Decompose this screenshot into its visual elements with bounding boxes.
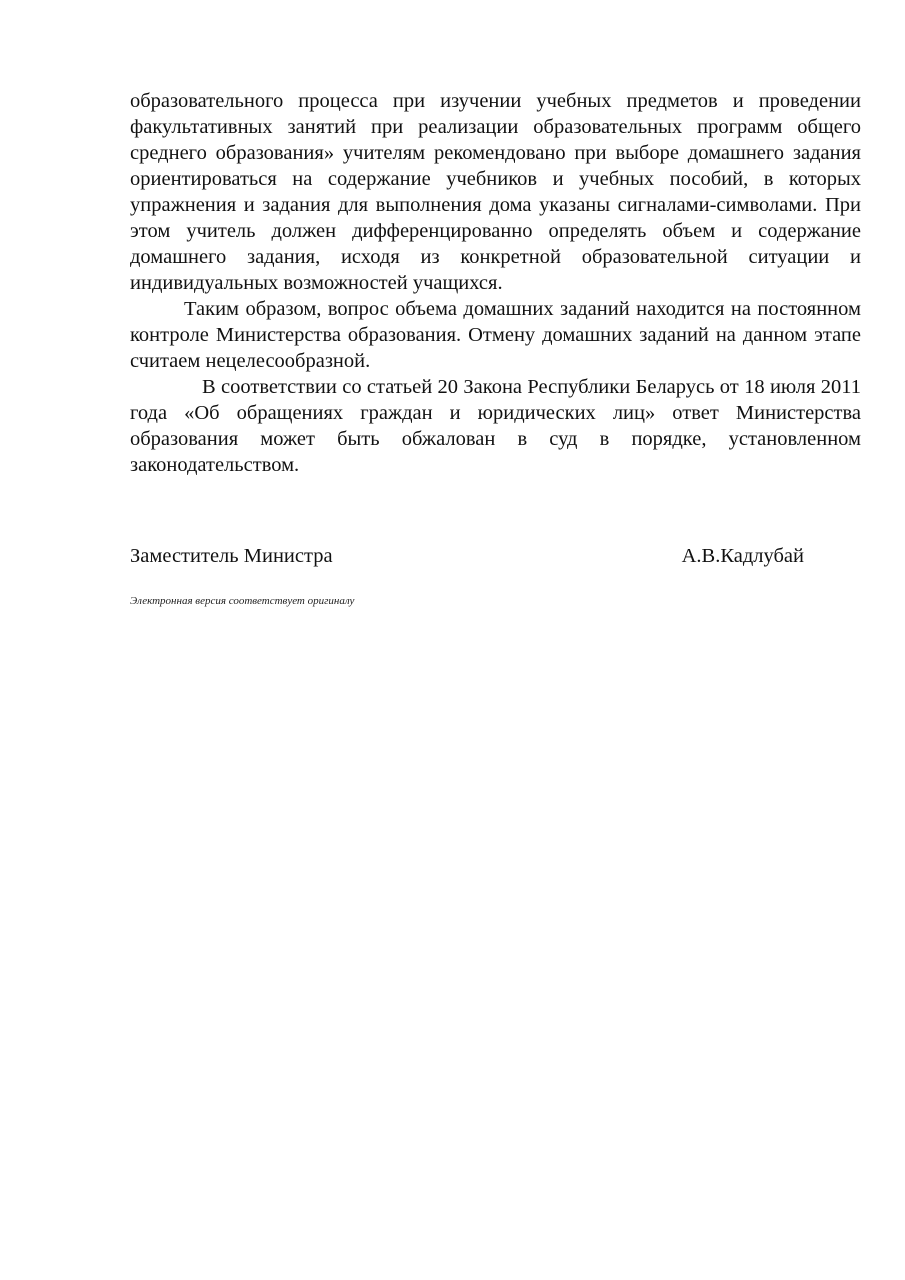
paragraph-appeal-notice: В соответствии со статьей 20 Закона Республики Беларусь от 18 июля 2011 года «Об обращениях граждан и юридических лиц» ответ Министерства образования может быть обжалован в суд в порядке, установленном законодательством.	[130, 376, 861, 476]
signature-block	[130, 542, 804, 570]
document-body	[130, 88, 861, 478]
paragraph-homework-guidelines: образовательного процесса при изучении учебных предметов и проведении факультативных занятий при реализации образовательных программ общего среднего образования» учителям рекомендовано при выборе домашнего задания ориентироваться на содержание учебников и учебных пособий, в которых упражнения и задания для выполнения дома указаны сигналами-символами. При этом учитель должен дифференцированно определять объем и содержание домашнего задания, исходя из конкретной образовательной ситуации и индивидуальных возможностей учащихся.	[130, 90, 861, 294]
electronic-version-note: Электронная версия соответствует оригиналу	[130, 595, 355, 607]
signatory-name: А.В.Кадлубай	[681, 545, 804, 567]
paragraph-conclusion: Таким образом, вопрос объема домашних заданий находится на постоянном контроле Министерства образования. Отмену домашних заданий на данном этапе считаем нецелесообразной.	[130, 298, 861, 372]
signatory-title: Заместитель Министра	[130, 545, 333, 567]
